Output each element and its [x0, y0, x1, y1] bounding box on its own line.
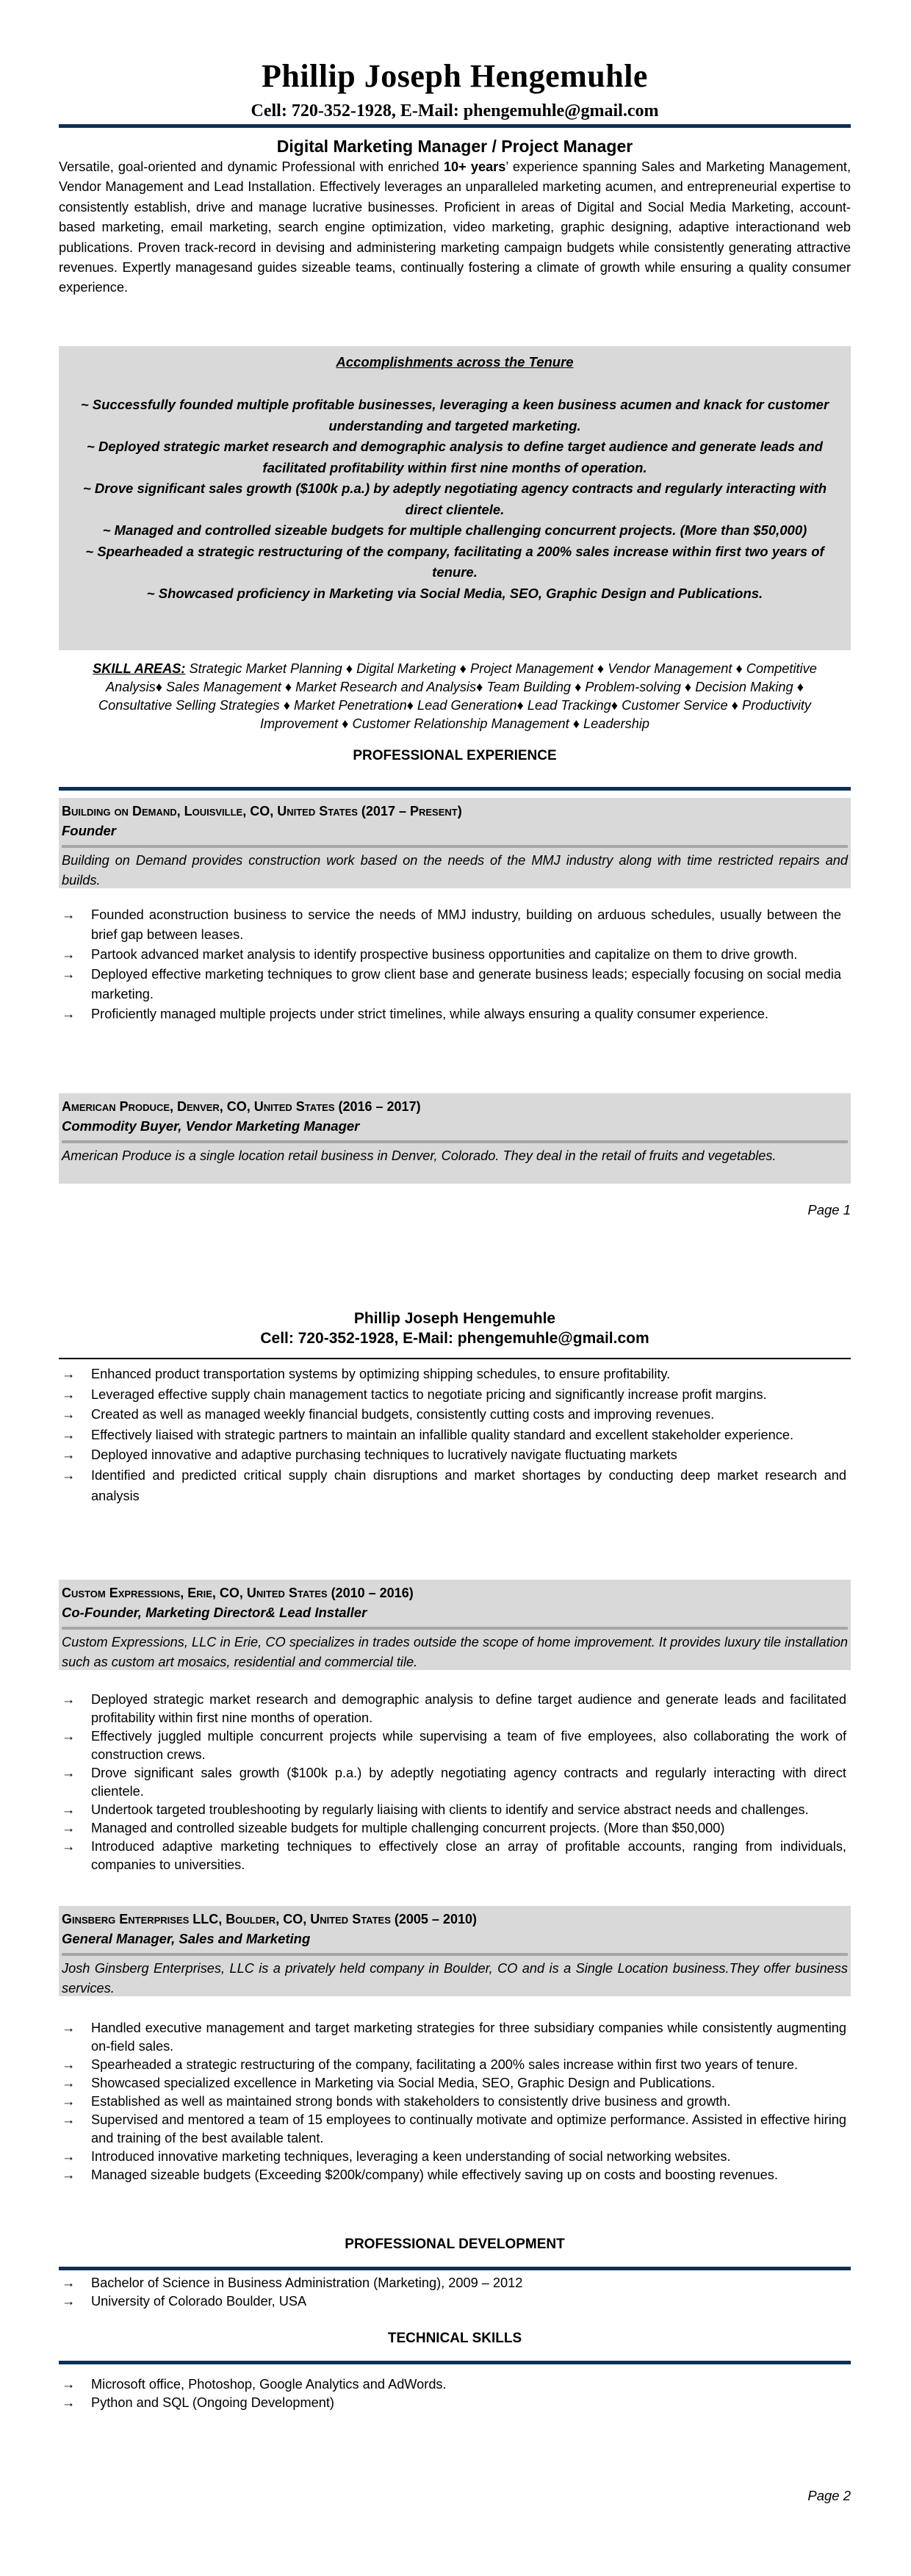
- job-company: Building on Demand, Louisville, CO, United States (2017 – Present): [62, 804, 462, 819]
- arrow-right-icon: →: [62, 1467, 76, 1483]
- list-item: → Handled executive management and target marketing strategies for three subsidiary companies while consistently augmenting on-field sales.: [62, 2021, 846, 2054]
- job-role: General Manager, Sales and Marketing: [62, 1931, 311, 1946]
- development-list: [59, 2274, 846, 2311]
- arrow-right-icon: →: [62, 907, 76, 922]
- arrow-right-icon: →: [62, 1729, 76, 1744]
- accomplishments-title: Accomplishments across the Tenure: [336, 354, 574, 370]
- arrow-right-icon: →: [62, 1802, 76, 1817]
- job-description: Custom Expressions, LLC in Erie, CO specializes in trades outside the scope of home improvement. It provides luxury tile installation such as custom art mosaics, residential and commercial tile.: [62, 1635, 848, 1669]
- list-item: → Deployed innovative and adaptive purchasing techniques to lucratively navigate fluctuating markets: [59, 1445, 846, 1466]
- arrow-right-icon: →: [62, 1692, 76, 1707]
- job-bullets: [59, 1364, 846, 1506]
- job-role: Co-Founder, Marketing Director& Lead Installer: [62, 1605, 367, 1620]
- job-company: Custom Expressions, Erie, CO, United States (2010 – 2016): [62, 1586, 414, 1600]
- list-item: → Founded aconstruction business to service the needs of MMJ industry, building on arduous schedules, usually between the brief gap between leases.: [59, 905, 841, 945]
- list-item: → Deployed strategic market research and demographic analysis to define target audience and generate leads and facilitated profitability within first nine months of operation.: [62, 1692, 846, 1725]
- accomplishment-item: ~ Deployed strategic market research and demographic analysis to define target audience and generate leads and facilitated profitability within first nine months of operation.: [87, 439, 823, 475]
- accomplishment-item: ~ Showcased proficiency in Marketing via Social Media, SEO, Graphic Design and Publications.: [146, 585, 763, 601]
- list-item: → Bachelor of Science in Business Administration (Marketing), 2009 – 2012: [59, 2274, 846, 2292]
- arrow-right-icon: →: [62, 967, 76, 982]
- arrow-right-icon: →: [62, 2076, 76, 2090]
- list-item: → Undertook targeted troubleshooting by regularly liaising with clients to identify and service abstract needs and challenges.: [59, 1801, 846, 1819]
- section-title-experience: PROFESSIONAL EXPERIENCE: [353, 748, 557, 763]
- list-item: → Effectively liaised with strategic partners to maintain an infallible quality standard and excellent stakeholder experience.: [59, 1425, 846, 1446]
- arrow-right-icon: →: [62, 2021, 76, 2035]
- list-item: → Showcased specialized excellence in Marketing via Social Media, SEO, Graphic Design and Publications.: [59, 2074, 846, 2093]
- job-role: Founder: [62, 823, 116, 838]
- arrow-right-icon: →: [62, 2112, 76, 2127]
- page-number: Page 2: [807, 2488, 851, 2503]
- years-highlight: 10+ years: [443, 159, 506, 174]
- list-item: → Spearheaded a strategic restructuring of the company, facilitating a 200% sales increase within first two years of tenure.: [59, 2056, 846, 2074]
- list-item: → Python and SQL (Ongoing Development): [59, 2394, 846, 2412]
- job-company: American Produce, Denver, CO, United States (2016 – 2017): [62, 1099, 421, 1114]
- list-item: → Partook advanced market analysis to identify prospective business opportunities and capitalize on them to drive growth.: [59, 945, 841, 965]
- arrow-right-icon: →: [62, 2275, 76, 2290]
- arrow-right-icon: →: [62, 1766, 76, 1780]
- arrow-right-icon: →: [62, 1007, 76, 1021]
- job-separator: [62, 1953, 848, 1956]
- page2-header: [59, 1309, 851, 1349]
- headline-title: Digital Marketing Manager / Project Manager: [276, 137, 633, 156]
- list-item: → University of Colorado Boulder, USA: [59, 2292, 846, 2311]
- arrow-right-icon: →: [62, 1407, 76, 1422]
- list-item: → Managed and controlled sizeable budgets for multiple challenging concurrent projects. (More than $50,000): [59, 1819, 846, 1838]
- list-item: → Supervised and mentored a team of 15 employees to continually motivate and optimize performance. Assisted in effective hiring and training of the best available talent.: [62, 2112, 846, 2145]
- technical-rule: [59, 2361, 851, 2364]
- list-item: → Established as well as maintained strong bonds with stakeholders to consistently drive business and growth.: [59, 2093, 846, 2111]
- list-item: → Introduced adaptive marketing techniques to effectively close an array of profitable accounts, ranging from individuals, companies to universities.: [62, 1839, 846, 1872]
- section-title-development: PROFESSIONAL DEVELOPMENT: [345, 2237, 565, 2252]
- accomplishment-item: ~ Successfully founded multiple profitable businesses, leveraging a keen business acumen and knack for customer understanding and targeted marketing.: [80, 397, 829, 433]
- job-description: American Produce is a single location retail business in Denver, Colorado. They deal in the retail of fruits and vegetables.: [62, 1148, 777, 1163]
- job-role: Commodity Buyer, Vendor Marketing Manager: [62, 1118, 360, 1134]
- job-description: Building on Demand provides construction work based on the needs of the MMJ industry along with time restricted repairs and builds.: [62, 853, 848, 888]
- job-separator: [62, 1627, 848, 1630]
- list-item: → Managed sizeable budgets (Exceeding $200k/company) while effectively saving up on costs and boosting revenues.: [59, 2166, 846, 2184]
- accomplishment-item: ~ Spearheaded a strategic restructuring of the company, facilitating a 200% sales increase within first two years of tenure.: [85, 543, 824, 580]
- page-number: Page 1: [807, 1202, 851, 1217]
- page2-header-rule: [59, 1358, 851, 1359]
- arrow-right-icon: →: [62, 2395, 76, 2410]
- skill-areas-list: Strategic Market Planning ♦ Digital Marketing ♦ Project Management ♦ Vendor Management ♦ Competitive Analysis♦ Sales Management ♦ Market Research and Analysis♦ Team Building ♦ Problem-solving ♦ Decision Making ♦ Consultative Selling Strategies ♦ Market Penetration♦ Lead Generation♦ Lead Tracking♦ Customer Service ♦ Productivity Improvement ♦ Customer Relationship Management ♦ Leadership: [98, 661, 817, 731]
- list-item: → Leveraged effective supply chain management tactics to negotiate pricing and significantly increase profit margins.: [59, 1385, 846, 1406]
- list-item: → Enhanced product transportation systems by optimizing shipping schedules, to ensure profitability.: [59, 1364, 846, 1385]
- list-item: → Deployed effective marketing techniques to grow client base and generate business leads; especially focusing on social media marketing.: [59, 965, 841, 1004]
- list-item: → Introduced innovative marketing techniques, leveraging a keen understanding of social networking websites.: [59, 2148, 846, 2166]
- job-bullets: [59, 1691, 846, 1874]
- contact-line: Cell: 720-352-1928, E-Mail: phengemuhle@gmail.com: [260, 1330, 649, 1347]
- arrow-right-icon: →: [62, 2094, 76, 2109]
- arrow-right-icon: →: [62, 1839, 76, 1854]
- section-title-technical: TECHNICAL SKILLS: [387, 2331, 522, 2346]
- accomplishment-item: ~ Drove significant sales growth ($100k p.a.) by adeptly negotiating agency contracts and regularly interacting with direct clientele.: [82, 481, 827, 517]
- arrow-right-icon: →: [62, 1367, 76, 1381]
- arrow-right-icon: →: [62, 2057, 76, 2072]
- job-header-custom-expressions: [59, 1580, 851, 1670]
- list-item: → Proficiently managed multiple projects under strict timelines, while always ensuring a quality consumer experience.: [59, 1004, 841, 1024]
- candidate-name: Phillip Joseph Hengemuhle: [353, 1310, 556, 1327]
- job-bullets: [59, 2019, 846, 2184]
- list-item: → Identified and predicted critical supply chain disruptions and market shortages by conducting deep market research and analysis: [59, 1466, 846, 1506]
- arrow-right-icon: →: [62, 2149, 76, 2164]
- arrow-right-icon: →: [62, 1427, 76, 1442]
- skill-areas-label: SKILL AREAS:: [93, 661, 186, 676]
- technical-list: [59, 2375, 846, 2412]
- accomplishment-item: ~ Managed and controlled sizeable budgets for multiple challenging concurrent projects. (More than $50,000): [102, 522, 807, 538]
- profile-summary: Versatile, goal-oriented and dynamic Professional with enriched 10+ years’ experience spanning Sales and Marketing Management, Vendor Management and Lead Installation. Effectively leverages an unparalleled marketing acumen, and entrepreneurial expertise to consistently establish, drive and manage lucrative businesses. Proficient in areas of Digital and Social Media Marketing, account-based marketing, email marketing, search engine optimization, video marketing, graphic designing, adaptive interactionand web publications. Proven track-record in devising and administering marketing campaign budgets while consistently generating attractive revenues. Expertly managesand guides sizeable teams, continually fostering a climate of growth while ensuring a quality consumer experience.: [59, 159, 851, 295]
- arrow-right-icon: →: [62, 1447, 76, 1463]
- arrow-right-icon: →: [62, 2377, 76, 2392]
- job-header-ginsberg-enterprises: [59, 1906, 851, 1996]
- arrow-right-icon: →: [62, 1386, 76, 1402]
- list-item: → Drove significant sales growth ($100k p.a.) by adeptly negotiating agency contracts and regularly interacting with direct clientele.: [62, 1766, 846, 1799]
- list-item: → Microsoft office, Photoshop, Google Analytics and AdWords.: [59, 2375, 846, 2394]
- development-rule: [59, 2267, 851, 2270]
- candidate-name: Phillip Joseph Hengemuhle: [262, 58, 648, 94]
- arrow-right-icon: →: [62, 947, 76, 962]
- arrow-right-icon: →: [62, 2294, 76, 2309]
- contact-line: Cell: 720-352-1928, E-Mail: phengemuhle@gmail.com: [251, 101, 659, 120]
- list-item: → Created as well as managed weekly financial budgets, consistently cutting costs and improving revenues.: [59, 1405, 846, 1425]
- list-item: → Effectively juggled multiple concurrent projects while supervising a team of five employees, also collaborating the work of construction crews.: [62, 1729, 846, 1762]
- arrow-right-icon: →: [62, 2167, 76, 2182]
- job-description: Josh Ginsberg Enterprises, LLC is a privately held company in Boulder, CO and is a Single Location business.They offer business services.: [62, 1961, 848, 1996]
- arrow-right-icon: →: [62, 1821, 76, 1835]
- job-company: Ginsberg Enterprises LLC, Boulder, CO, United States (2005 – 2010): [62, 1912, 477, 1926]
